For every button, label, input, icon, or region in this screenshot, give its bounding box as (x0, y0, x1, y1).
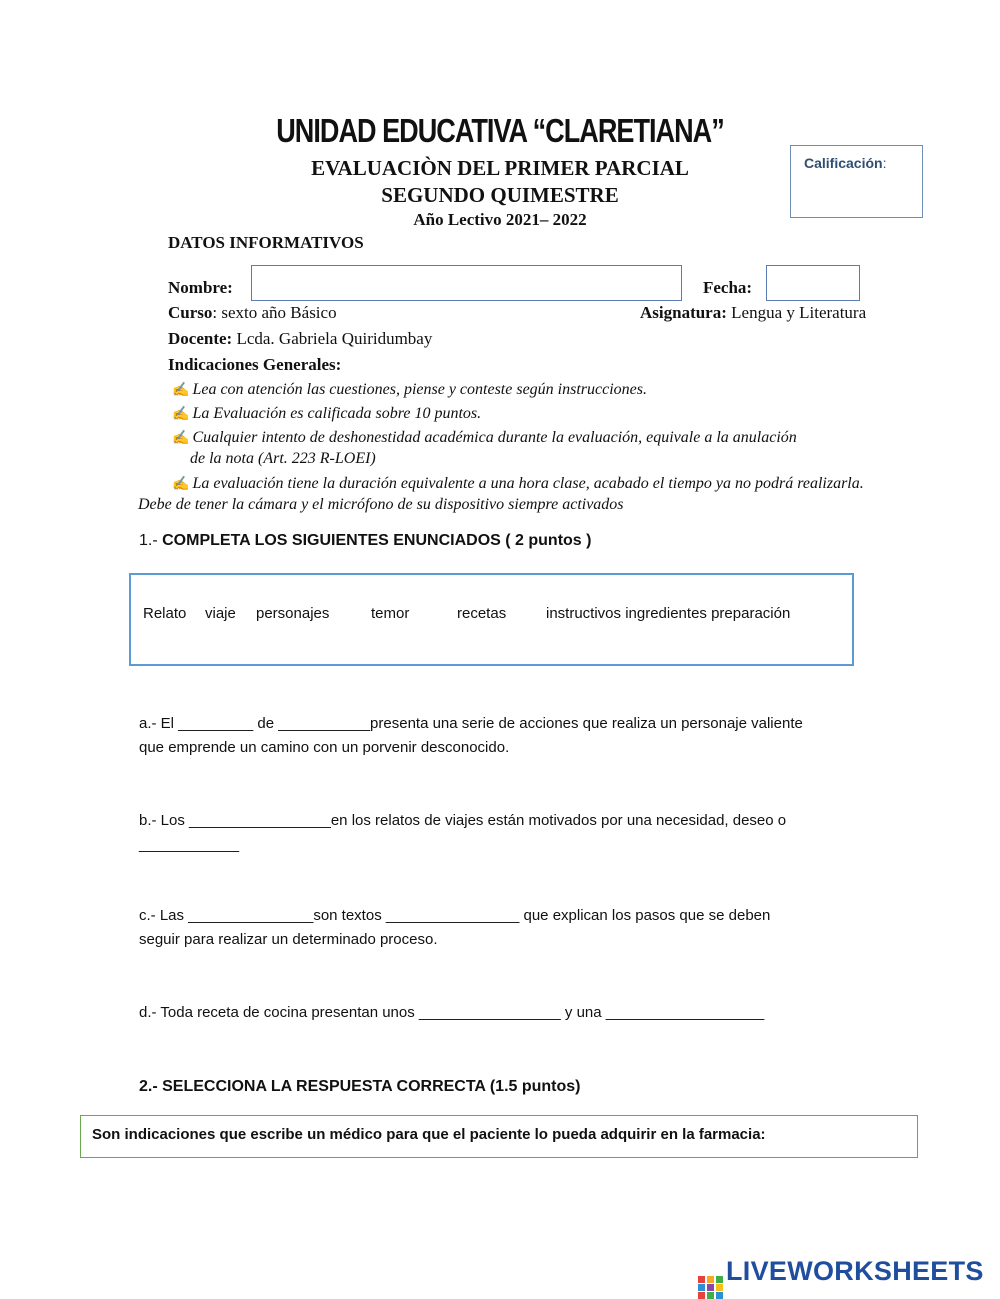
pencil-icon: ✍ (172, 407, 190, 422)
q2-title: 2.- SELECCIONA LA RESPUESTA CORRECTA (1.5 puntos) (139, 1078, 581, 1095)
q1-item-b-line2: ____________ (139, 836, 240, 853)
logo-text: LIVEWORKSHEETS (726, 1256, 984, 1286)
instruction-text: Cualquier intento de deshonestidad académica durante la evaluación, equivale a la anulación (192, 429, 797, 446)
logo-square (707, 1276, 714, 1283)
instruction-text: La evaluación tiene la duración equivalente a una hora clase, acabado el tiempo ya no podrá realizarla. (192, 475, 864, 492)
q2-prompt-box (80, 1115, 918, 1158)
q1-item-b-line1: b.- Los _________________en los relatos de viajes están motivados por una necesidad, deseo o (139, 812, 787, 829)
logo-square (716, 1284, 723, 1291)
course-label: Curso (168, 303, 213, 322)
instruction-item (172, 381, 647, 399)
date-label: Fecha: (703, 278, 753, 297)
word-bank-item[interactable]: recetas (457, 605, 507, 622)
logo-square (707, 1284, 714, 1291)
grade-colon: : (882, 155, 887, 171)
logo-square (698, 1276, 705, 1283)
pencil-icon: ✍ (172, 431, 190, 446)
subject-value: Lengua y Literatura (726, 303, 867, 322)
q1-title: COMPLETA LOS SIGUIENTES ENUNCIADOS ( 2 puntos ) (162, 532, 592, 549)
q1-item-d-line1: d.- Toda receta de cocina presentan unos _________________ y una ___________________ (139, 1004, 765, 1021)
name-label: Nombre: (168, 278, 233, 297)
liveworksheets-logo (698, 1256, 984, 1286)
logo-square (716, 1292, 723, 1299)
instruction-item (172, 405, 481, 423)
q1-item-d (139, 1001, 869, 1025)
q2-prompt: Son indicaciones que escribe un médico para que el paciente lo pueda adquirir en la farmacia: (92, 1126, 766, 1143)
instructions-title: Indicaciones Generales: (168, 355, 342, 374)
instruction-text: Lea con atención las cuestiones, piense y conteste según instrucciones. (192, 381, 647, 398)
q1-item-c-line2: seguir para realizar un determinado proceso. (139, 931, 438, 948)
logo-square (698, 1284, 705, 1291)
instruction-item (172, 429, 797, 447)
word-bank (129, 573, 854, 666)
word-bank-item[interactable]: temor (371, 605, 410, 622)
q1-item-b (139, 809, 869, 857)
logo-square (707, 1292, 714, 1299)
q1-heading (139, 532, 591, 550)
instruction-text: La Evaluación es calificada sobre 10 puntos. (192, 405, 482, 422)
grade-box[interactable] (790, 145, 923, 218)
exam-title: EVALUACIÒN DEL PRIMER PARCIAL (311, 156, 689, 180)
q1-item-c (139, 904, 869, 952)
word-bank-item[interactable]: Relato (143, 605, 187, 622)
word-bank-item[interactable]: personajes (256, 605, 330, 622)
instruction-item (172, 475, 864, 493)
subject-row (640, 303, 866, 323)
grade-label: Calificación (804, 155, 883, 171)
q1-item-a-line2: que emprende un camino con un porvenir desconocido. (139, 739, 510, 756)
subject-label: Asignatura: (640, 303, 727, 322)
word-bank-item[interactable]: instructivos ingredientes preparación (546, 605, 791, 622)
name-input[interactable] (251, 265, 682, 301)
logo-square (698, 1292, 705, 1299)
q1-number: 1.- (139, 532, 163, 549)
date-input[interactable] (766, 265, 860, 301)
instruction-text-continued: de la nota (Art. 223 R-LOEI) (190, 450, 376, 467)
course-value: : sexto año Básico (212, 303, 337, 322)
exam-subtitle: SEGUNDO QUIMESTRE (381, 183, 619, 207)
logo-square (716, 1276, 723, 1283)
pencil-icon: ✍ (172, 477, 190, 492)
school-year: Año Lectivo 2021– 2022 (413, 210, 587, 229)
q1-item-c-line1: c.- Las _______________son textos ________________ que explican los pasos que se deben (139, 907, 771, 924)
pencil-icon: ✍ (172, 383, 190, 398)
q1-item-a (139, 712, 869, 760)
teacher-row (168, 329, 432, 349)
teacher-value: Lcda. Gabriela Quiridumbay (232, 329, 433, 348)
school-name: UNIDAD EDUCATIVA “CLARETIANA” (276, 112, 724, 149)
instruction-text-continued: Debe de tener la cámara y el micrófono de su dispositivo siempre activados (138, 496, 624, 513)
word-bank-item[interactable]: viaje (205, 605, 236, 622)
info-section-title: DATOS INFORMATIVOS (168, 233, 364, 252)
q1-item-a-line1: a.- El _________ de ___________presenta una serie de acciones que realiza un personaje valiente (139, 715, 803, 732)
course-row (168, 303, 337, 323)
logo-mark-icon (698, 1276, 724, 1299)
teacher-label: Docente: (168, 329, 233, 348)
